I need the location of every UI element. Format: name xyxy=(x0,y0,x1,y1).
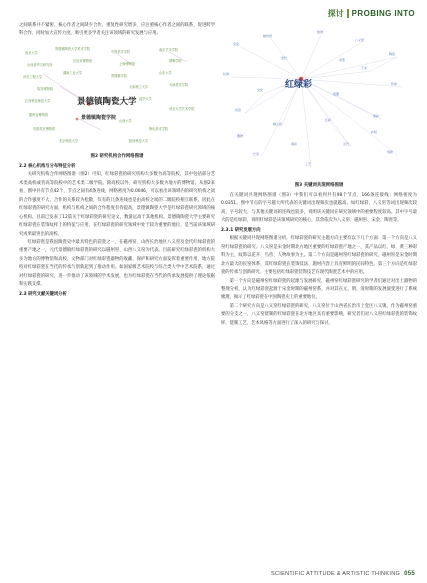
svg-text:天津美术学院: 天津美术学院 xyxy=(169,82,189,87)
svg-text:山西大学: 山西大学 xyxy=(119,118,132,123)
svg-text:长治: 长治 xyxy=(253,152,260,156)
svg-text:陶瓷: 陶瓷 xyxy=(389,52,396,56)
header-divider xyxy=(347,9,349,18)
svg-text:景德镇陶瓷大学美术学院: 景德镇陶瓷大学美术学院 xyxy=(55,46,91,51)
svg-text:长治市博物馆: 长治市博物馆 xyxy=(73,58,93,63)
svg-text:纹饰: 纹饰 xyxy=(223,72,230,76)
paragraph: 根据关键词共现网络图谱分析，红绿彩瓷的研究主题方向主要有以下几个方面：第一个方向是八义窑红绿彩瓷的研究。八义窑是宋金时期北方地区重要的红绿彩瓷产地之一，其产品以红、绿、黄三种彩料为主，纹饰以花卉、鸟兽、人物故事为主。第二个方向是磁州窑红绿彩瓷的研究，磁州窑是宋金时期北方最大的民窑体系，其红绿彩瓷在装饰技法、题材内容上具有鲜明的民间特色。第三个方向是红绿彩瓷的传承与创新研究，主要包括红绿彩瓷装饰技艺在现代陶瓷艺术中的应用。 xyxy=(221,236,417,276)
svg-text:清华大学: 清华大学 xyxy=(139,96,152,101)
svg-text:工艺: 工艺 xyxy=(305,162,312,166)
figure-3 xyxy=(221,27,417,179)
paragraph: 红绿彩瓷是我国陶瓷史中最具特色的彩瓷之一，在磁州窑、山西长治地区八义窑及金代红绿彩瓷的重要产地之一，元代景德镇红绿彩瓷的研究以磁州窑、山西八义窑为代表。目前研究红绿彩瓷的机构大多为地方的博物馆和高校，文物部门对红绿彩瓷器物的收藏、保护和研究方面发挥着重要作用，地方院校对红绿彩瓷在当代的传承与创新起到了推动作用。如国家级艺术院校与综合类大学中艺术院系，通过对红绿彩瓷的研究，进一步推动了该领域的学术发展，也为红绿彩瓷在当代的传承发展提供了理论依据和实践支撑。 xyxy=(19,239,215,288)
svg-text:八义窑: 八义窑 xyxy=(355,38,365,42)
left-column xyxy=(19,22,215,299)
paragraph: 之间联系并不紧密，核心作者之间缺少合作，重复性研究增多，应注重核心作者之间的联系，促进跨学科合作，同时加大宣传力度，吸引更多学者关注该领域的研究发展与应用。 xyxy=(19,23,215,37)
svg-text:造型: 造型 xyxy=(339,58,346,62)
paragraph: 第二个研究方向是八义窑红绿彩瓷的研究，八义窑位于山西省长治市上党区八义镇，作为磁州窑重要的分支之一，八义窑烧制的红绿彩瓷在北方地区具有重要影响，研究者们对八义窑红绿彩瓷的装饰纹样、烧制工艺、艺术风格等方面进行了深入的研究与探讨。 xyxy=(221,303,417,326)
section-heading: 2.3.1 研究发展方向 xyxy=(221,227,261,233)
svg-text:民窑: 民窑 xyxy=(235,108,242,112)
svg-text:瓷器: 瓷器 xyxy=(333,92,340,96)
svg-text:磁州窑: 磁州窑 xyxy=(263,34,273,38)
right-column xyxy=(221,27,417,328)
svg-text:太原理工大学: 太原理工大学 xyxy=(129,84,149,89)
network-node-label: 红绿彩 xyxy=(285,80,313,90)
network-node-label: 景德镇陶瓷学院 xyxy=(81,114,117,121)
svg-text:山东大学: 山东大学 xyxy=(159,70,172,75)
paragraph: 在关键词共现网络图谱（图3）中我们可以看到共有98个节点、166条连接线；网络密度为0.0351。图中节点的字号越大所代表的关键词出现频次也就越高。如红绿彩、八义窑等词出现频次较高，字号较大，与其他关键词的连线也较多，说明该关键词在研究领域中的重要程度较高。其中字号最大的是红绿彩，说明红绿彩是该领域研究的核心，其余依次为八义窑、磁州窑、宋金、陶瓷等。 xyxy=(221,193,417,224)
svg-text:传承: 传承 xyxy=(391,82,398,86)
svg-text:中国美术学院: 中国美术学院 xyxy=(111,49,131,54)
svg-text:红彩: 红彩 xyxy=(325,118,332,122)
svg-text:上海博物馆: 上海博物馆 xyxy=(119,61,135,66)
svg-text:磁州窑博物馆: 磁州窑博物馆 xyxy=(29,112,49,117)
journal-name: SCIENTIFIC ATTITUDE & ARTISTIC THINKING xyxy=(271,571,401,577)
svg-text:南京艺术学院: 南京艺术学院 xyxy=(159,47,179,52)
svg-text:山西省考古研究所: 山西省考古研究所 xyxy=(27,62,53,67)
svg-text:文化: 文化 xyxy=(257,88,264,92)
svg-text:西北大学: 西北大学 xyxy=(25,50,38,55)
running-header xyxy=(328,6,415,20)
page-footer xyxy=(271,571,415,577)
svg-text:绿彩: 绿彩 xyxy=(373,114,380,118)
svg-text:创新: 创新 xyxy=(387,150,394,154)
svg-text:釉上彩: 釉上彩 xyxy=(273,122,283,126)
section-heading: 2.2 核心机构与分布特征分析 xyxy=(19,163,76,169)
figure-caption: 图2 研究机构合作网络图谱 xyxy=(90,153,144,159)
svg-text:湖南工业大学: 湖南工业大学 xyxy=(63,70,83,75)
svg-text:金代: 金代 xyxy=(281,56,288,60)
svg-text:北京师范大学: 北京师范大学 xyxy=(59,138,79,143)
svg-text:河北工程大学: 河北工程大学 xyxy=(23,74,43,79)
section-title-en: PROBING INTO xyxy=(351,8,415,18)
svg-text:景德镇学院: 景德镇学院 xyxy=(111,73,127,78)
paragraph: 关研究机构合作网络图谱（图2）可知，红绿彩瓷的研究机构大多数为高等院校，其中包括部分艺术类高校或者高等院校中的艺术类二级学院。除高校以外，研究机构大多数为地方的博物馆。从图2来看，图中共有节点42个，节点之间有4条连线，网络密度为0.0046，可以看出该领域内的研究机构之间的合作强度不大，合作的关系较为松散，仅有的几条连线也是由高校之间的二级院校相互联系。因此在红绿彩瓷的研究方面，机构与机构之间的合作程度有待提高，景德镇陶瓷大学是红绿彩瓷研究领域的核心机构，目前已发表了12篇关于红绿彩瓷的研究论文，数量远高于其他机构。景德镇陶瓷大学主要研究红绿彩瓷在装饰纹样上的特征与应用，在红绿彩瓷的研究领域中处于较为重要的地位，是当前该领域研究成果最突出的高校。 xyxy=(19,172,215,237)
section-title-cn: 探讨 xyxy=(327,8,344,18)
svg-text:故宫博物院: 故宫博物院 xyxy=(37,86,53,91)
paragraph: 第一个方向是磁州窑红绿彩瓷的起源与发展研究，磁州窑红绿彩瓷研究的学者们通过对出土器物的整理分析，认为红绿彩瓷起源于宋金时期的磁州窑系，并对其在元、明、清时期的发展演变进行了系统梳理，揭示了红绿彩瓷在中国陶瓷史上的重要地位。 xyxy=(221,278,417,301)
svg-text:邯郸学院: 邯郸学院 xyxy=(169,58,182,63)
figure-2 xyxy=(19,44,215,150)
svg-text:装饰: 装饰 xyxy=(317,30,324,34)
svg-text:鲁迅美术学院: 鲁迅美术学院 xyxy=(149,126,169,131)
svg-text:彩绘: 彩绘 xyxy=(371,130,378,134)
svg-text:沈阳故宫博物院: 沈阳故宫博物院 xyxy=(33,126,56,131)
svg-text:黄彩: 黄彩 xyxy=(291,142,298,146)
figure-caption: 图3 关键词共现网络图谱 xyxy=(294,183,344,188)
svg-text:器物: 器物 xyxy=(237,134,244,138)
svg-text:河北大学艺术学院: 河北大学艺术学院 xyxy=(169,106,195,111)
network-node-label: 景德镇陶瓷大学 xyxy=(77,96,137,107)
page-number: 055 xyxy=(404,571,415,577)
svg-text:江西科技师范大学: 江西科技师范大学 xyxy=(25,98,51,103)
keyword-cooccurrence-graph xyxy=(221,27,417,179)
svg-text:宋金: 宋金 xyxy=(233,42,240,46)
section-heading: 2.3 研究文献关键词分析 xyxy=(19,291,67,297)
svg-text:陕西科技大学: 陕西科技大学 xyxy=(129,138,149,143)
svg-text:艺术: 艺术 xyxy=(361,66,368,70)
svg-text:元代: 元代 xyxy=(343,142,350,146)
